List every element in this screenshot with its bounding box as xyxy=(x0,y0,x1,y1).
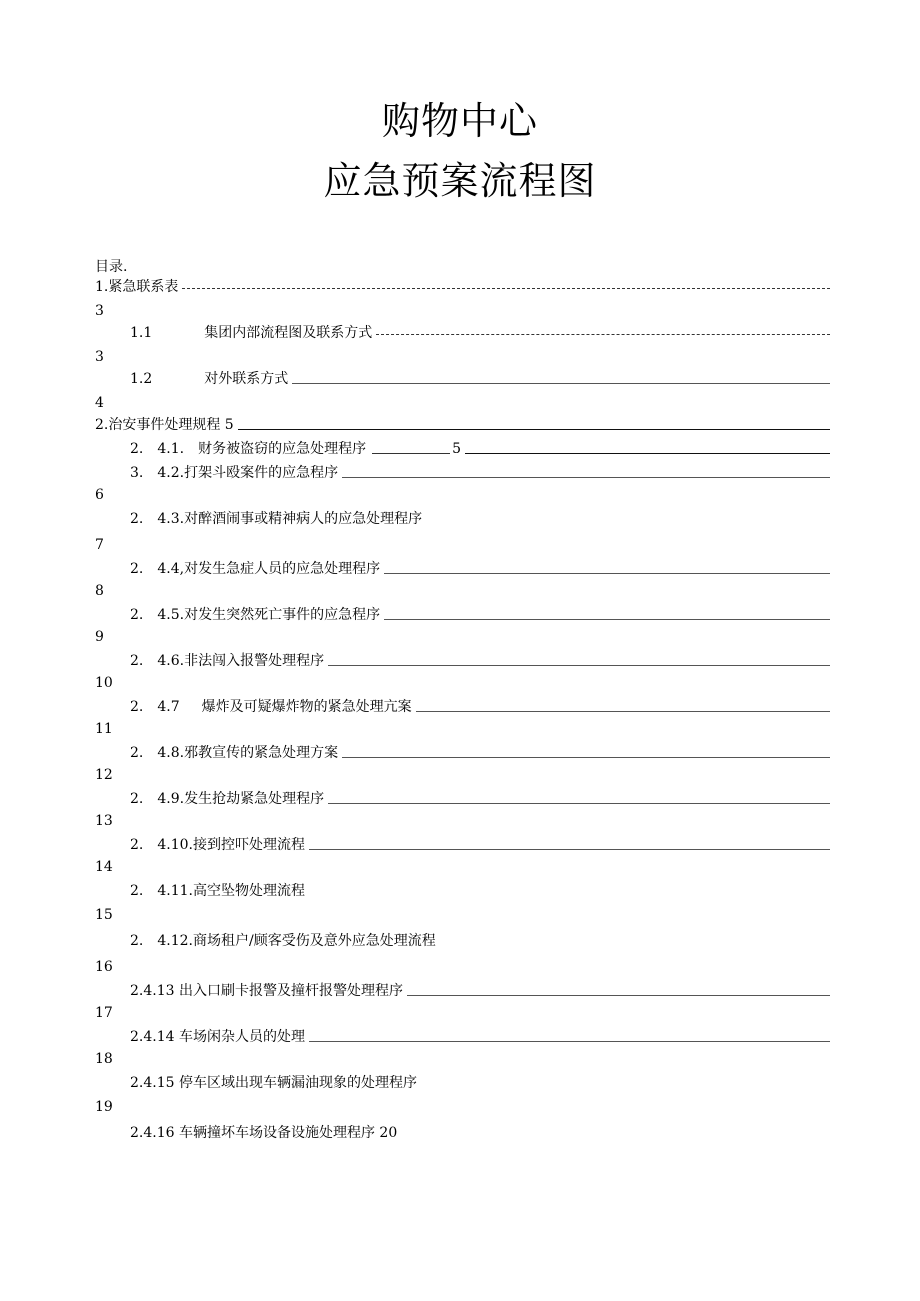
toc-entry[interactable] xyxy=(130,742,830,762)
toc-entry-page: 8 xyxy=(95,583,104,599)
toc-entry-page: 7 xyxy=(95,537,104,553)
toc-entry[interactable] xyxy=(130,438,830,458)
toc-entry-title: 2.4.15 停车区域出现车辆漏油现象的处理程序 xyxy=(130,1075,417,1091)
toc-leader xyxy=(182,287,830,289)
toc-entry[interactable] xyxy=(130,604,830,624)
toc-entry[interactable] xyxy=(130,1122,830,1142)
toc-entry-number: 3. xyxy=(130,465,144,481)
document-title-line2: 应急预案流程图 xyxy=(323,159,597,203)
toc-entry-page: 17 xyxy=(95,1005,113,1021)
toc-entry-title: 4.5.对发生突然死亡事件的应急程序 xyxy=(157,607,381,623)
document-title-line1: 购物中心 xyxy=(381,99,538,143)
toc-entry[interactable] xyxy=(130,1026,830,1046)
toc-entry-page: 10 xyxy=(95,675,113,691)
toc-entry-page: 18 xyxy=(95,1051,113,1067)
toc-entry-page: 3 xyxy=(95,349,104,365)
toc-leader xyxy=(342,756,830,758)
toc-leader xyxy=(309,848,830,850)
toc-entry-number: 1.1 xyxy=(130,325,153,341)
toc-entry-number: 2. xyxy=(130,933,144,949)
toc-entry-title: 爆炸及可疑爆炸物的紧急处理亢案 xyxy=(201,699,412,715)
toc-entry[interactable] xyxy=(130,834,830,854)
toc-entry-title: 4.2.打架斗殴案件的应急程序 xyxy=(157,465,339,481)
toc-entry-number: 2. xyxy=(130,441,144,457)
toc-entry-number: 2. xyxy=(130,653,144,669)
toc-entry[interactable] xyxy=(130,508,830,528)
toc-leader xyxy=(416,710,830,712)
toc-entry-page: 15 xyxy=(95,907,113,923)
toc-entry-title: 4.8.邪教宣传的紧急处理方案 xyxy=(157,745,339,761)
toc-entry-page: 4 xyxy=(95,395,104,411)
toc-leader xyxy=(384,572,830,574)
toc-leader xyxy=(384,618,830,620)
toc-entry-title: 财务被盗窃的应急处理程序 xyxy=(198,441,367,457)
toc-entry-number: 2. xyxy=(130,883,144,899)
toc-leader xyxy=(292,382,830,384)
toc-entry-page: 19 xyxy=(95,1099,113,1115)
toc-entry-page: 11 xyxy=(95,721,113,737)
toc-entry-title: 4.3.对醉酒闹事或精神病人的应急处理程序 xyxy=(157,511,423,527)
toc-entry-title: 集团内部流程图及联系方式 xyxy=(204,325,373,341)
toc-entry-number: 2. xyxy=(130,699,144,715)
toc-entry[interactable] xyxy=(95,276,830,296)
toc-entry-page: 12 xyxy=(95,767,113,783)
toc-entry-prefix: 1. xyxy=(95,279,109,295)
toc-entry-title: 4.11.高空坠物处理流程 xyxy=(157,883,305,899)
toc-entry-page: 9 xyxy=(95,629,104,645)
toc-leader xyxy=(465,452,830,454)
toc-entry[interactable] xyxy=(130,980,830,1000)
toc-entry-inline-page: 5 xyxy=(452,441,461,457)
toc-entry[interactable] xyxy=(130,368,830,388)
toc-entry[interactable] xyxy=(130,322,830,342)
toc-heading: 目录. xyxy=(95,259,128,275)
toc-entry-page: 14 xyxy=(95,859,113,875)
toc-entry-title: 2.4.14 车场闲杂人员的处理 xyxy=(130,1029,305,1045)
toc-entry-title: 4.9.发生抢劫紧急处理程序 xyxy=(157,791,325,807)
toc-entry-title: 4.4,对发生急症人员的应急处理程序 xyxy=(157,561,381,577)
toc-leader xyxy=(376,333,830,335)
toc-entry-number: 2. xyxy=(130,607,144,623)
toc-entry[interactable] xyxy=(130,930,830,950)
toc-entry-number: 2. xyxy=(130,791,144,807)
toc-entry-prefix: 2. xyxy=(95,417,109,433)
toc-leader-short xyxy=(372,452,450,454)
toc-entry[interactable] xyxy=(130,650,830,670)
toc-leader xyxy=(328,802,830,804)
toc-entry-title: 对外联系方式 xyxy=(204,371,289,387)
toc-entry-subnumber: 4.1. xyxy=(157,441,185,457)
toc-entry[interactable] xyxy=(95,414,830,434)
toc-entry-title: 4.6.非法闯入报警处理程序 xyxy=(157,653,325,669)
toc-entry[interactable] xyxy=(130,462,830,482)
toc-entry[interactable] xyxy=(130,558,830,578)
toc-leader xyxy=(328,664,830,666)
toc-entry-number: 2. xyxy=(130,561,144,577)
toc-entry-title: 紧急联系表 xyxy=(108,279,179,295)
toc-entry[interactable] xyxy=(130,696,830,716)
toc-entry-title: 4.10.接到控吓处理流程 xyxy=(157,837,305,853)
toc-entry-subnumber: 4.7 xyxy=(157,699,180,715)
toc-entry-page: 13 xyxy=(95,813,113,829)
toc-entry-number: 2. xyxy=(130,511,144,527)
toc-entry[interactable] xyxy=(130,788,830,808)
toc-entry-title: 治安事件处理规程 5 xyxy=(108,417,234,433)
toc-entry-page: 16 xyxy=(95,959,113,975)
toc-entry-number: 2. xyxy=(130,837,144,853)
toc-entry-number: 2. xyxy=(130,745,144,761)
toc-leader xyxy=(407,994,830,996)
toc-leader xyxy=(309,1040,830,1042)
toc-entry-page: 3 xyxy=(95,303,104,319)
toc-entry[interactable] xyxy=(130,1072,830,1092)
toc-leader xyxy=(238,428,830,430)
toc-leader xyxy=(342,476,830,478)
toc-entry-number: 1.2 xyxy=(130,371,153,387)
toc-entry-title: 2.4.13 出入口刷卡报警及撞杆报警处理程序 xyxy=(130,983,403,999)
toc-entry-title: 4.12.商场租户/顾客受伤及意外应急处理流程 xyxy=(157,933,436,949)
toc-entry-title: 2.4.16 车辆撞坏车场设备设施处理程序 20 xyxy=(130,1125,398,1141)
toc-entry-page: 6 xyxy=(95,487,104,503)
toc-entry[interactable] xyxy=(130,880,830,900)
